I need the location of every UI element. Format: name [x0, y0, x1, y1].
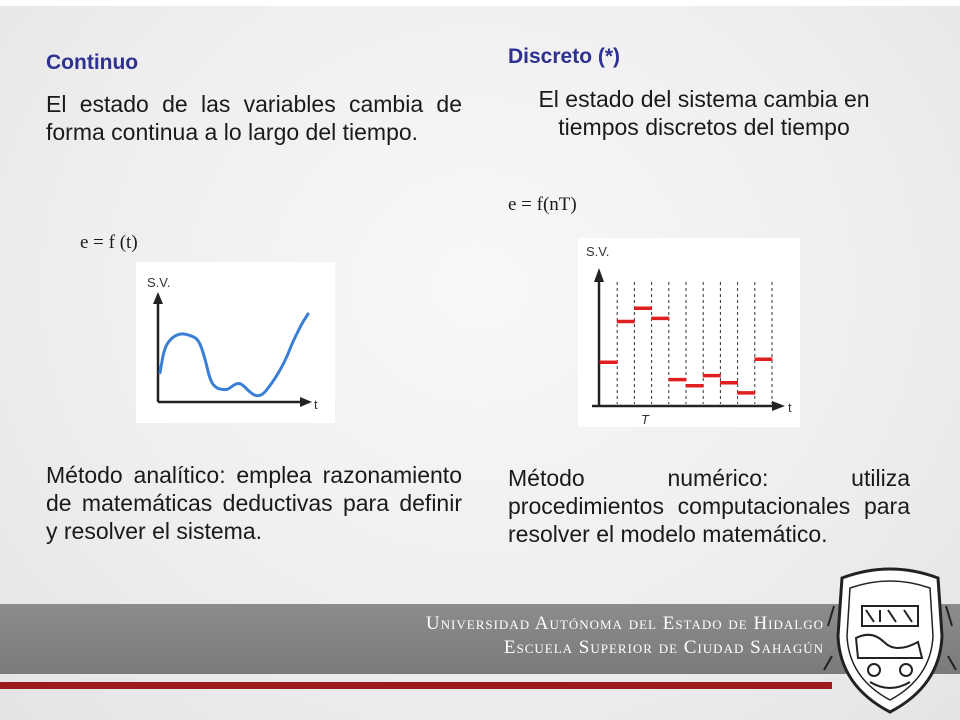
continuous-x-arrow: [300, 397, 312, 407]
discrete-description: El estado del sistema cambia en tiempos discretos del tiempo: [538, 86, 870, 140]
numeric-method-text: Método numérico: utiliza procedimientos computacionales para resolver el modelo matemático.: [508, 465, 910, 547]
discrete-plot: [578, 238, 800, 427]
continuous-heading: Continuo: [46, 51, 139, 74]
accent-band: [0, 682, 832, 689]
school-name: Escuela Superior de Ciudad Sahagún: [503, 637, 824, 658]
continuous-plot: [136, 262, 335, 423]
continuous-curve: [160, 314, 308, 396]
university-name: Universidad Autónoma del Estado de Hidalgo: [425, 613, 824, 634]
university-seal-icon: [822, 566, 958, 716]
analytic-method-text: Método analítico: emplea razonamiento de matemáticas deductivas para definir y resolver el sistema.: [46, 462, 462, 544]
discrete-y-axis-label: S.V.: [586, 244, 610, 259]
continuous-formula: e = f (t): [80, 232, 138, 253]
continuous-y-axis-label: S.V.: [147, 275, 171, 290]
discrete-period-label: T: [641, 412, 649, 427]
discrete-formula: e = f(nT): [508, 194, 577, 215]
discrete-x-axis-label: t: [788, 400, 792, 415]
discrete-y-arrow: [594, 268, 604, 282]
top-bar: [0, 0, 960, 6]
discrete-heading: Discreto (*): [508, 45, 621, 68]
continuous-x-axis-label: t: [314, 397, 318, 412]
discrete-x-arrow: [772, 401, 785, 411]
continuous-description: El estado de las variables cambia de forma continua a lo largo del tiempo.: [46, 91, 462, 145]
continuous-y-arrow: [153, 292, 163, 304]
